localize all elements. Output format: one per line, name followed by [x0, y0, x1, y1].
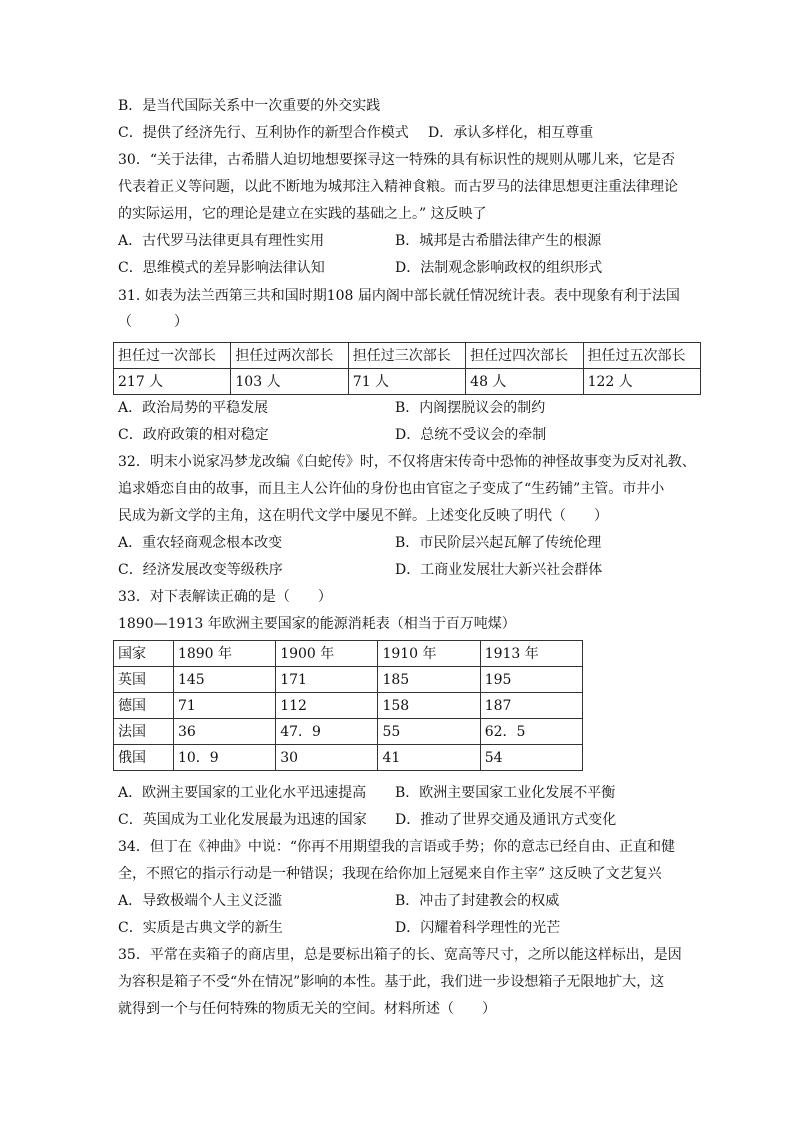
q32-stem-line: 32．明末小说家冯梦龙改编《白蛇传》时，不仅将唐宋传奇中恐怖的神怪故事变为反对礼教、 [118, 454, 696, 470]
q32-option-d: D．工商业发展壮大新兴社会群体 [395, 562, 603, 578]
table-cell: 103 人 [231, 369, 348, 395]
table-header-cell: 担任过五次部长 [583, 343, 700, 369]
q33-table-caption: 1890—1913 年欧洲主要国家的能源消耗表（相当于百万吨煤） [118, 616, 516, 632]
q29-option-d: D．承认多样化，相互尊重 [428, 125, 594, 141]
q30-option-d: D．法制观念影响政权的组织形式 [395, 260, 603, 276]
table-cell: 71 [173, 693, 275, 719]
q35-stem-line: 就得到一个与任何特殊的物质无关的空间。材料所述（ ） [118, 1001, 496, 1017]
q33-stem: 33．对下表解读正确的是（ ） [118, 589, 332, 605]
table-header-cell: 1900 年 [276, 641, 378, 667]
q32-option-c: C．经济发展改变等级秩序 [118, 562, 283, 578]
table-header-cell: 担任过四次部长 [466, 343, 583, 369]
q35-stem-line: 35．平常在卖箱子的商店里，总是要标出箱子的长、宽高等尺寸，之所以能这样标出，是因 [118, 947, 682, 963]
table-cell: 英国 [114, 667, 174, 693]
q33-option-d: D．推动了世界交通及通讯方式变化 [395, 812, 617, 828]
table-header-cell: 1910 年 [378, 641, 480, 667]
q31-answer-paren: （ ） [118, 314, 188, 330]
table-cell: 俄国 [114, 745, 174, 771]
table-header-cell: 1890 年 [173, 641, 275, 667]
table-cell: 德国 [114, 693, 174, 719]
table-cell: 71 人 [348, 369, 465, 395]
q33-option-a: A．欧洲主要国家的工业化水平迅速提高 [118, 785, 367, 801]
q35-stem-line: 为容积是箱子不受“外在情况”影响的本性。基于此，我们进一步设想箱子无限地扩大，这 [118, 974, 665, 990]
q29-option-c: C．提供了经济先行、互利协作的新型合作模式 [118, 125, 409, 141]
table-header-cell: 1913 年 [480, 641, 582, 667]
q33-option-b: B．欧洲主要国家工业化发展不平衡 [395, 785, 616, 801]
q29-option-b: B．是当代国际关系中一次重要的外交实践 [118, 98, 381, 114]
q32-stem-line: 民成为新文学的主角，这在明代文学中屡见不鲜。上述变化反映了明代（ ） [118, 508, 608, 524]
table-row [114, 667, 583, 693]
table-cell: 41 [378, 745, 480, 771]
table-cell: 48 人 [466, 369, 583, 395]
q32-stem-line: 追求婚恋自由的故事，而且主人公许仙的身份也由官宦之子变成了“生药铺”主管。市井小 [118, 481, 665, 497]
table-row [114, 369, 701, 395]
table-header-cell: 担任过两次部长 [231, 343, 348, 369]
table-cell: 47．9 [276, 719, 378, 745]
table-header-cell: 担任过三次部长 [348, 343, 465, 369]
table-row [114, 693, 583, 719]
q31-option-b: B．内阁摆脱议会的制约 [395, 400, 546, 416]
q34-stem-line: 34．但丁在《神曲》中说：“你再不用期望我的言语或手势；你的意志已经自由、正直和健 [118, 839, 675, 855]
table-cell: 217 人 [114, 369, 231, 395]
table-header-row [114, 641, 583, 667]
q31-option-c: C．政府政策的相对稳定 [118, 427, 269, 443]
q30-option-b: B．城邦是古希腊法律产生的根源 [395, 233, 602, 249]
q30-stem-line: 30．“关于法律，古希腊人迫切地想要探寻这一特殊的具有标识性的规则从哪儿来，它是否 [118, 152, 675, 168]
table-cell: 55 [378, 719, 480, 745]
q32-option-b: B．市民阶层兴起瓦解了传统伦理 [395, 535, 602, 551]
table-cell: 54 [480, 745, 582, 771]
q30-option-a: A．古代罗马法律更具有理性实用 [118, 233, 325, 249]
q31-stem-line: 31. 如表为法兰西第三共和国时期108 届内阁中部长就任情况统计表。表中现象有利于法国 [118, 288, 680, 304]
q31-option-d: D．总统不受议会的牵制 [395, 427, 547, 443]
table-cell: 62．5 [480, 719, 582, 745]
q31-option-a: A．政治局势的平稳发展 [118, 400, 269, 416]
q31-minister-table [113, 342, 701, 395]
table-cell: 30 [276, 745, 378, 771]
q33-option-c: C．英国成为工业化发展最为迅速的国家 [118, 812, 367, 828]
table-cell: 187 [480, 693, 582, 719]
q34-stem-line: 全，不照它的指示行动是一种错误；我现在给你加上冠冕来自作主宰” 这反映了文艺复兴 [118, 866, 662, 882]
table-cell: 158 [378, 693, 480, 719]
table-cell: 10．9 [173, 745, 275, 771]
table-row [114, 719, 583, 745]
table-row [114, 745, 583, 771]
table-cell: 112 [276, 693, 378, 719]
table-cell: 195 [480, 667, 582, 693]
table-cell: 36 [173, 719, 275, 745]
q30-stem-line: 代表着正义等问题，以此不断地为城邦注入精神食粮。而古罗马的法律思想更注重法律理论 [118, 179, 678, 195]
table-cell: 185 [378, 667, 480, 693]
q34-option-c: C．实质是古典文学的新生 [118, 920, 283, 936]
table-header-cell: 担任过一次部长 [114, 343, 231, 369]
q34-option-d: D．闪耀着科学理性的光芒 [395, 920, 561, 936]
table-cell: 122 人 [583, 369, 700, 395]
q30-option-c: C．思维模式的差异影响法律认知 [118, 260, 325, 276]
table-cell: 145 [173, 667, 275, 693]
q34-option-a: A．导致极端个人主义泛滥 [118, 893, 283, 909]
q32-option-a: A．重农轻商观念根本改变 [118, 535, 283, 551]
table-cell: 法国 [114, 719, 174, 745]
q33-energy-table [113, 640, 583, 771]
table-cell: 171 [276, 667, 378, 693]
q34-option-b: B．冲击了封建教会的权威 [395, 893, 560, 909]
table-header-row [114, 343, 701, 369]
table-header-cell: 国家 [114, 641, 174, 667]
q30-stem-line: 的实际运用，它的理论是建立在实践的基础之上。” 这反映了 [118, 206, 487, 222]
